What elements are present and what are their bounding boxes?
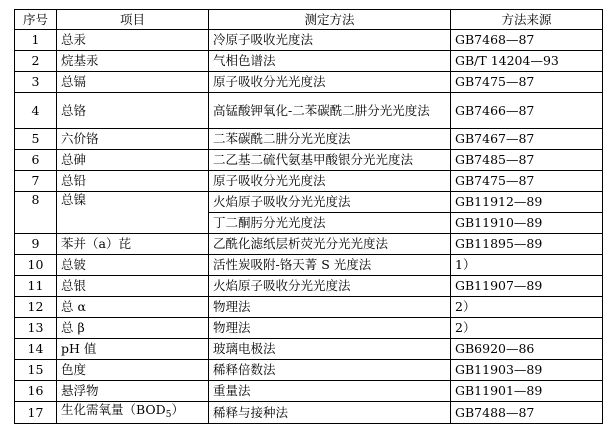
row-source: GB11895—89 — [451, 234, 603, 255]
row-source: GB11912—89 — [451, 192, 603, 213]
table-row — [15, 192, 603, 213]
row-item: 悬浮物 — [57, 381, 209, 402]
row-item: 总铍 — [57, 255, 209, 276]
row-source: GB7488—87 — [451, 402, 603, 424]
row-item: 总铬 — [57, 93, 209, 129]
header-source: 方法来源 — [451, 10, 603, 30]
row-source: GB6920—86 — [451, 339, 603, 360]
row-source: GB7485—87 — [451, 150, 603, 171]
row-item: 六价铬 — [57, 129, 209, 150]
header-no: 序号 — [15, 10, 57, 30]
table-row — [15, 150, 603, 171]
row-item: pH 值 — [57, 339, 209, 360]
row-no: 14 — [15, 339, 57, 360]
row-source: GB11901—89 — [451, 381, 603, 402]
row-method: 稀释倍数法 — [209, 360, 451, 381]
row-no: 5 — [15, 129, 57, 150]
row-no: 11 — [15, 276, 57, 297]
row-method: 重量法 — [209, 381, 451, 402]
header-item: 项目 — [57, 10, 209, 30]
table-row — [15, 276, 603, 297]
row-source: GB11907—89 — [451, 276, 603, 297]
row-no: 12 — [15, 297, 57, 318]
row-source: 2） — [451, 297, 603, 318]
row-item-tail: ） — [171, 402, 184, 417]
table-row — [15, 234, 603, 255]
row-item — [57, 402, 209, 424]
table-row — [15, 255, 603, 276]
table-row — [15, 339, 603, 360]
row-method: 冷原子吸收光度法 — [209, 30, 451, 51]
row-item: 总铅 — [57, 171, 209, 192]
table-row — [15, 129, 603, 150]
row-no: 17 — [15, 402, 57, 424]
row-item-text: 生化需氧量（BOD — [61, 402, 166, 417]
row-source: GB/T 14204—93 — [451, 51, 603, 72]
row-source: GB7467—87 — [451, 129, 603, 150]
row-method: 高锰酸钾氧化-二苯碳酰二肼分光光度法 — [209, 93, 451, 129]
table-row — [15, 402, 603, 424]
row-no: 8 — [15, 192, 57, 234]
row-no: 16 — [15, 381, 57, 402]
row-method: 稀释与接种法 — [209, 402, 451, 424]
row-no: 6 — [15, 150, 57, 171]
row-method: 火焰原子吸收分光光度法 — [209, 192, 451, 213]
table-row — [15, 381, 603, 402]
row-source: 1） — [451, 255, 603, 276]
row-source: GB7475—87 — [451, 171, 603, 192]
row-source: GB7468—87 — [451, 30, 603, 51]
row-item: 总镉 — [57, 72, 209, 93]
table-header-row — [15, 10, 603, 30]
row-method: 二乙基二硫代氨基甲酸银分光光度法 — [209, 150, 451, 171]
row-method: 活性炭吸附-铬天菁 S 光度法 — [209, 255, 451, 276]
row-item: 烷基汞 — [57, 51, 209, 72]
row-item-subscript: 5 — [165, 410, 172, 420]
row-no: 4 — [15, 93, 57, 129]
measurement-methods-table — [14, 9, 603, 424]
row-method: 火焰原子吸收分光光度法 — [209, 276, 451, 297]
table-row — [15, 297, 603, 318]
table-row — [15, 93, 603, 129]
table-row — [15, 360, 603, 381]
row-item: 总 α — [57, 297, 209, 318]
standards-table-document — [14, 9, 602, 424]
row-no: 1 — [15, 30, 57, 51]
row-source: GB7466—87 — [451, 93, 603, 129]
row-item: 总银 — [57, 276, 209, 297]
row-no: 2 — [15, 51, 57, 72]
row-method: 玻璃电极法 — [209, 339, 451, 360]
row-item: 总镍 — [57, 192, 209, 234]
row-item: 总汞 — [57, 30, 209, 51]
row-method: 原子吸收分光光度法 — [209, 72, 451, 93]
row-no: 13 — [15, 318, 57, 339]
row-method: 物理法 — [209, 297, 451, 318]
table-row — [15, 171, 603, 192]
row-method: 气相色谱法 — [209, 51, 451, 72]
header-method: 测定方法 — [209, 10, 451, 30]
row-no: 9 — [15, 234, 57, 255]
row-no: 3 — [15, 72, 57, 93]
table-row — [15, 318, 603, 339]
row-no: 15 — [15, 360, 57, 381]
row-method: 原子吸收分光光度法 — [209, 171, 451, 192]
row-item: 苯并（a）芘 — [57, 234, 209, 255]
row-source: GB11910—89 — [451, 213, 603, 234]
row-item: 总 β — [57, 318, 209, 339]
row-method: 丁二酮肟分光光度法 — [209, 213, 451, 234]
row-method: 物理法 — [209, 318, 451, 339]
table-row — [15, 51, 603, 72]
row-source: GB7475—87 — [451, 72, 603, 93]
row-item: 总砷 — [57, 150, 209, 171]
row-source: GB11903—89 — [451, 360, 603, 381]
row-no: 10 — [15, 255, 57, 276]
row-method: 二苯碳酰二肼分光光度法 — [209, 129, 451, 150]
row-no: 7 — [15, 171, 57, 192]
row-source: 2） — [451, 318, 603, 339]
row-method: 乙酰化滤纸层析荧光分光光度法 — [209, 234, 451, 255]
table-row — [15, 72, 603, 93]
table-row — [15, 30, 603, 51]
row-item: 色度 — [57, 360, 209, 381]
